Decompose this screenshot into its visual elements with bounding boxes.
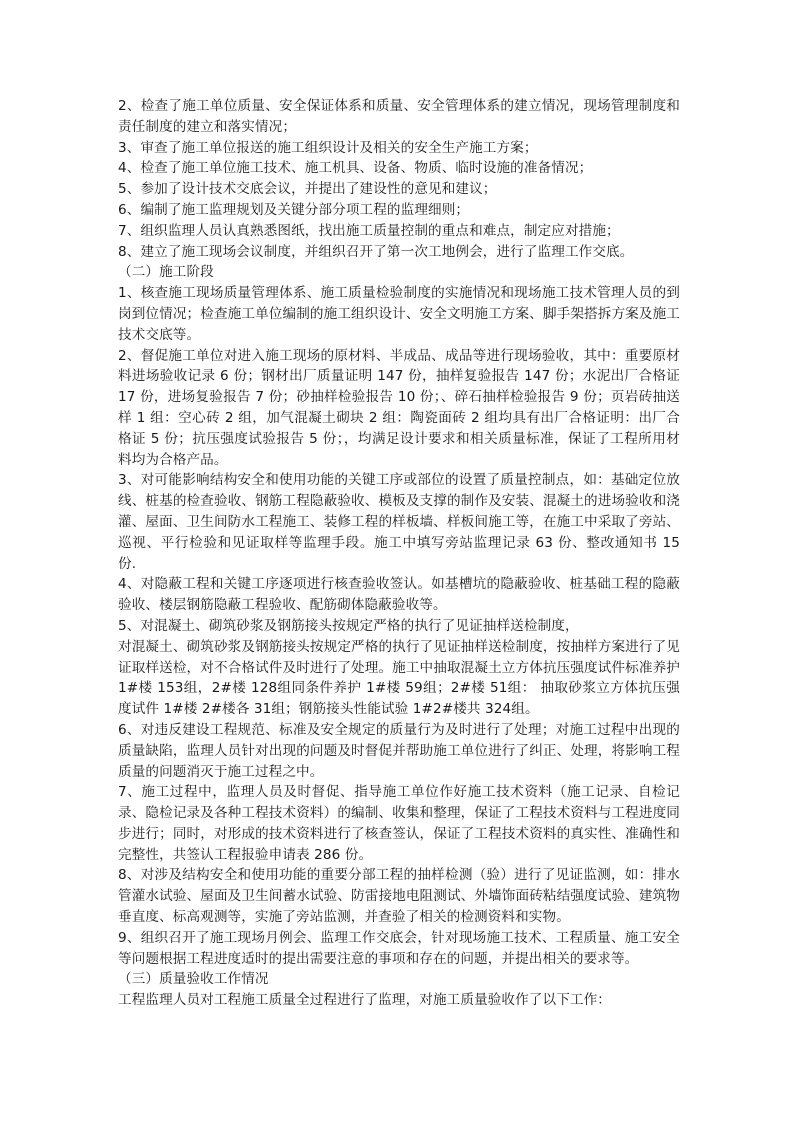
list-item: 4、对隐蔽工程和关键工序逐项进行核查验收签认。如基槽坑的隐蔽验收、桩基础工程的隐蔽验收、楼层钢筋隐蔽工程验收、配筋砌体隐蔽验收等。 — [118, 576, 680, 614]
list-item: 6、编制了施工监理规划及关键分部分项工程的监理细则； — [118, 201, 470, 218]
list-item: 9、组织召开了施工现场月例会、监理工作交底会，针对现场施工技术、工程质量、施工安全等问题根据工程进度适时的提出需要注意的事项和存在的问题，并提出相关的要求等。 — [118, 929, 680, 967]
list-item: 8、对涉及结构安全和使用功能的重要分部工程的抽样检测（验）进行了见证监测，如：排水管灌水试验、屋面及卫生间蓄水试验、防雷接地电阻测试、外墙饰面砖粘结强度试验、建筑物垂直度、标高观测等，实施了旁站监测，并查验了相关的检测资料和实物。 — [118, 867, 680, 926]
section-heading: （二）施工阶段 — [118, 264, 214, 281]
list-item: 3、审查了施工单位报送的施工组织设计及相关的安全生产施工方案； — [118, 139, 538, 156]
list-item: 5、参加了设计技术交底会议，并提出了建设性的意见和建议； — [118, 181, 497, 198]
document-body — [118, 96, 680, 1011]
body-paragraph: 对混凝土、砌筑砂浆及钢筋接头按规定严格的执行了见证抽样送检制度，按抽样方案进行了见证取样送检，对不合格试件及时进行了处理。施工中抽取混凝土立方体抗压强度试件标准养护 1#楼 153组，2#楼 128组同条件养护 1#楼 59组；2#楼 51组： 抽取砂浆立方体抗压强度试件 1#楼 2#楼各 31组；钢筋接头性能试验 1#2#楼共 324组。 — [118, 638, 680, 718]
list-item: 6、对违反建设工程规范、标准及安全规定的质量行为及时进行了处理；对施工过程中出现的质量缺陷，监理人员针对出现的问题及时督促并帮助施工单位进行了纠正、处理，将影响工程质量的问题消灭于施工过程之中。 — [118, 721, 680, 780]
list-item: 3、对可能影响结构安全和使用功能的关键工序或部位的设置了质量控制点，如：基础定位放线、桩基的检查验收、钢筋工程隐蔽验收、模板及支撑的制作及安装、混凝土的进场验收和浇灌、屋面、卫生间防水工程施工、装修工程的样板墙、样板间施工等，在施工中采取了旁站、巡视、平行检验和见证取样等监理手段。施工中填写旁站监理记录 63 份、整改通知书 15 份. — [118, 472, 680, 572]
list-item: 4、检查了施工单位施工技术、施工机具、设备、物质、临时设施的准备情况； — [118, 160, 593, 177]
list-item: 1、核查施工现场质量管理体系、施工质量检验制度的实施情况和现场施工技术管理人员的到岗到位情况；检查施工单位编制的施工组织设计、安全文明施工方案、脚手架搭拆方案及施工技术交底等。 — [118, 285, 680, 343]
list-item: 8、建立了施工现场会议制度，并组织召开了第一次工地例会，进行了监理工作交底。 — [118, 243, 634, 260]
section-heading: （三）质量验收工作情况 — [118, 971, 269, 988]
list-item: 2、检查了施工单位质量、安全保证体系和质量、安全管理体系的建立情况，现场管理制度和责任制度的建立和落实情况； — [118, 98, 680, 135]
body-paragraph: 工程监理人员对工程施工质量全过程进行了监理，对施工质量验收作了以下工作： — [118, 992, 611, 1009]
list-item: 7、施工过程中，监理人员及时督促、指导施工单位作好施工技术资料（施工记录、自检记录、隐检记录及各种工程技术资料）的编制、收集和整理，保证了工程技术资料与工程进度同步进行；同时，对形成的技术资料进行了核查签认，保证了工程技术资料的真实性、准确性和完整性，共签认工程报验申请表 286 份。 — [118, 784, 680, 863]
list-item: 5、对混凝土、砌筑砂浆及钢筋接头按规定严格的执行了见证抽样送检制度， — [118, 617, 579, 634]
list-item: 7、组织监理人员认真熟悉图纸，找出施工质量控制的重点和难点，制定应对措施； — [118, 222, 620, 239]
list-item: 2、督促施工单位对进入施工现场的原材料、半成品、成品等进行现场验收，其中：重要原材料进场验收记录 6 份；钢材出厂质量证明 147 份，抽样复验报告 147 份；水泥出厂合格证 17 份，进场复验报告 7 份；砂抽样检验报告 10 份；、碎石抽样检验报告 9 份；页岩砖抽送样 1 组：空心砖 2 组，加气混凝土砌块 2 组：陶瓷面砖 2 组均具有出厂合格证明：出厂合格证 5 份；抗压强度试验报告 5 份；，均满足设计要求和相关质量标准，保证了工程所用材料均为合格产品。 — [118, 347, 680, 468]
